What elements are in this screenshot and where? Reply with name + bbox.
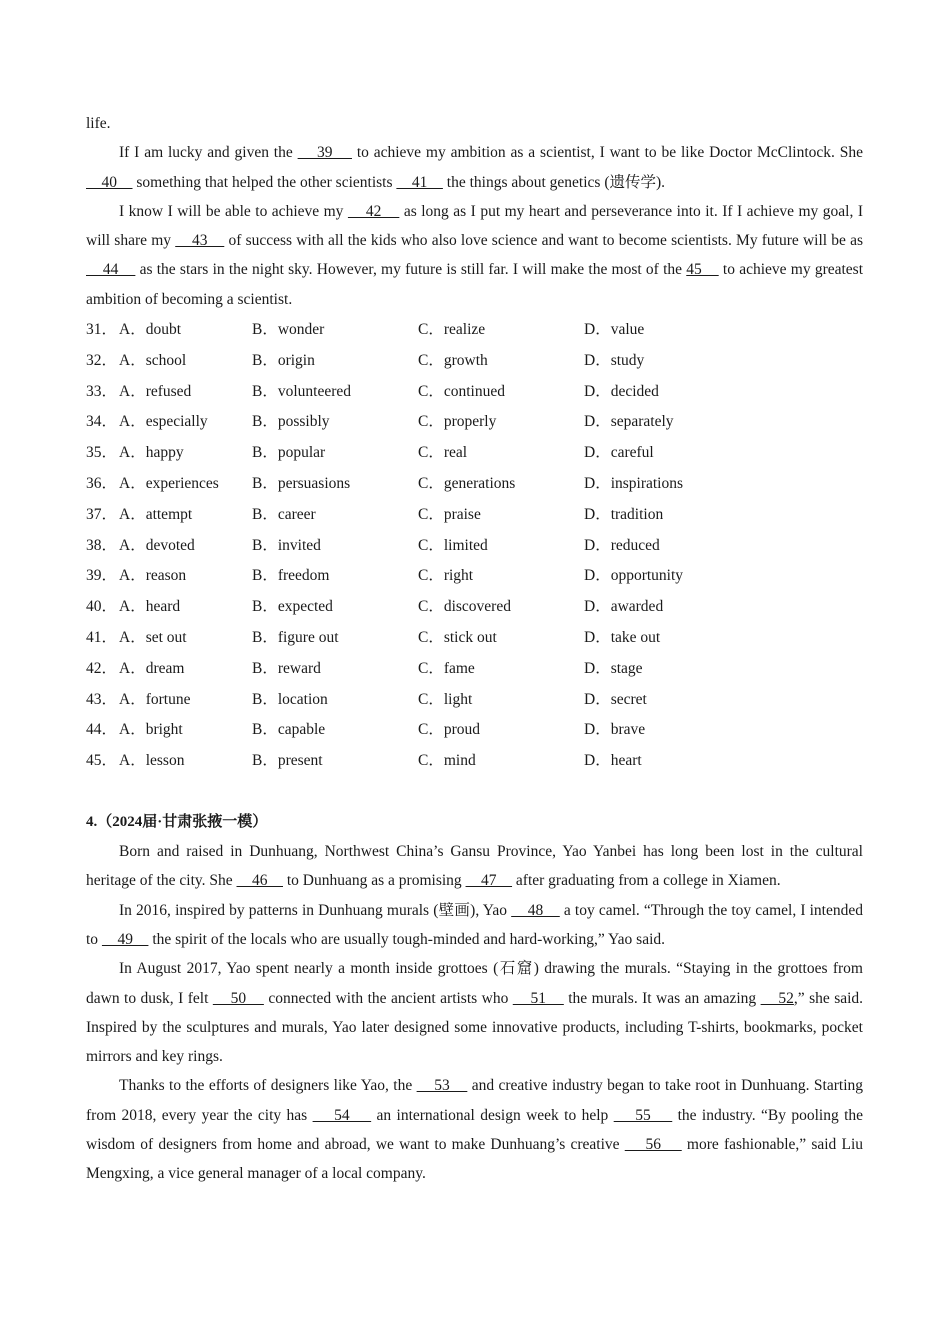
option-a: A．refused (119, 382, 192, 400)
text-run: If I am lucky and given the (119, 144, 298, 162)
question-row-33 (86, 377, 863, 408)
option-a: A．bright (119, 721, 183, 739)
blank-50: 50 (212, 989, 264, 1007)
option-b: B．expected (252, 598, 333, 616)
text-run: In 2016, inspired by patterns in Dunhuang murals (壁画), Yao (119, 901, 512, 919)
option-d: D．secret (584, 690, 647, 708)
text-run: and creative industry began to take root in Dunhuang. Starting from 2018, every year the city has (86, 1077, 864, 1124)
question-number: 33． (86, 382, 118, 400)
question-number: 36． (86, 475, 118, 493)
passage-paragraph (86, 954, 863, 1071)
blank-55: 55 (613, 1106, 673, 1124)
text-run: as long as I put my heart and perseverance into it. If I achieve my goal, I will share my (86, 202, 863, 250)
text-run: the murals. It was an amazing (563, 989, 761, 1007)
option-a: A．doubt (119, 321, 182, 339)
blank-46: 46 (236, 872, 283, 890)
option-a: A．fortune (119, 690, 191, 708)
text-run: an international design week to help (371, 1106, 614, 1124)
text-run: to Dunhuang as a promising (283, 872, 466, 890)
blank-51: 51 (512, 989, 564, 1007)
option-d: D．inspirations (584, 475, 684, 493)
blank-39: 39 (297, 144, 352, 162)
question-number: 42． (86, 659, 118, 677)
question-row-41 (86, 623, 863, 654)
question-number: 34． (86, 413, 118, 431)
question-number: 40． (86, 598, 118, 616)
passage-paragraph (86, 896, 863, 955)
option-a: A．attempt (119, 505, 193, 523)
option-a: A．set out (119, 629, 187, 647)
text-run: I know I will be able to achieve my (119, 202, 348, 220)
text-run: the things about genetics (遗传学). (442, 173, 666, 191)
question-row-37 (86, 500, 863, 531)
option-b: B．persuasions (252, 475, 351, 493)
option-d: D．study (584, 351, 645, 369)
question-row-32 (86, 346, 863, 377)
question-number: 41． (86, 629, 118, 647)
text-run: Thanks to the efforts of designers like Yao, the (119, 1077, 417, 1095)
option-d: D．value (584, 321, 645, 339)
option-c: C．limited (418, 536, 488, 554)
question-row-44 (86, 715, 863, 746)
option-b: B．wonder (252, 321, 325, 339)
option-b: B．capable (252, 721, 326, 739)
option-b: B．invited (252, 536, 321, 554)
section-heading: 4.（2024届·甘肃张掖一模） (86, 814, 268, 831)
option-c: C．fame (418, 659, 475, 677)
option-a: A．reason (119, 567, 187, 585)
blank-47: 47 (465, 872, 513, 890)
question-row-45 (86, 746, 863, 777)
question-row-34 (86, 407, 863, 438)
blank-42: 42 (347, 202, 400, 220)
question-row-35 (86, 438, 863, 469)
question-number: 32． (86, 351, 118, 369)
text-run: In August 2017, Yao spent nearly a month inside grottoes (石窟) drawing the murals. “Staying in the grottoes from dawn to dusk, I felt (86, 960, 863, 1007)
question-number: 45． (86, 752, 118, 770)
question-number: 38． (86, 536, 118, 554)
option-a: A．devoted (119, 536, 195, 554)
option-c: C．stick out (418, 629, 497, 647)
question-row-42 (86, 654, 863, 685)
option-d: D．awarded (584, 598, 664, 616)
blank-49: 49 (101, 930, 149, 948)
passage-tail-line: life. (86, 115, 111, 132)
option-d: D．reduced (584, 536, 660, 554)
option-d: D．careful (584, 444, 654, 462)
text-run: connected with the ancient artists who (263, 989, 513, 1007)
question-number: 37． (86, 505, 118, 523)
option-c: C．proud (418, 721, 481, 739)
option-b: B．career (252, 505, 316, 523)
option-b: B．origin (252, 351, 315, 369)
question-row-43 (86, 685, 863, 716)
option-c: C．discovered (418, 598, 511, 616)
option-c: C．praise (418, 505, 481, 523)
passage-paragraph (86, 197, 863, 314)
question-number: 43． (86, 690, 118, 708)
option-a: A．experiences (119, 475, 219, 493)
option-c: C．right (418, 567, 474, 585)
option-b: B．freedom (252, 567, 330, 585)
question-number: 44． (86, 721, 118, 739)
text-run: the spirit of the locals who are usually tough-minded and hard-working,” Yao said. (148, 930, 666, 948)
option-d: D．brave (584, 721, 646, 739)
question-number: 39． (86, 567, 118, 585)
option-b: B．reward (252, 659, 321, 677)
option-c: C．real (418, 444, 468, 462)
option-d: D．stage (584, 659, 643, 677)
option-c: C．continued (418, 382, 505, 400)
option-d: D．opportunity (584, 567, 684, 585)
option-a: A．especially (119, 413, 208, 431)
blank-45: 45 (686, 261, 719, 279)
option-b: B．volunteered (252, 382, 352, 400)
question-number: 35． (86, 444, 118, 462)
option-d: D．take out (584, 629, 661, 647)
text-run: Born and raised in Dunhuang, Northwest China’s Gansu Province, Yao Yanbei has long been lost in the cultural heritage of the city. She (86, 843, 863, 890)
text-run: after graduating from a college in Xiamen. (512, 872, 781, 890)
text-run: the industry. “By pooling the wisdom of designers from home and abroad, we want to make Dunhuang’s creative (86, 1106, 864, 1153)
blank-52: 52 (760, 989, 794, 1007)
option-d: D．decided (584, 382, 659, 400)
option-d: D．separately (584, 413, 674, 431)
option-b: B．figure out (252, 629, 339, 647)
answer-options (86, 315, 863, 777)
option-b: B．present (252, 752, 323, 770)
text-run: something that helped the other scientists (132, 173, 397, 191)
blank-44: 44 (86, 261, 136, 279)
text-run: to achieve my ambition as a scientist, I want to be like Doctor McClintock. She (351, 144, 864, 162)
option-a: A．dream (119, 659, 185, 677)
option-b: B．popular (252, 444, 326, 462)
blank-54: 54 (312, 1106, 372, 1124)
option-b: B．possibly (252, 413, 330, 431)
passage-paragraph (86, 1071, 863, 1188)
text-run: to achieve my greatest ambition of becoming a scientist. (86, 261, 864, 308)
blank-40: 40 (86, 173, 133, 191)
option-c: C．light (418, 690, 473, 708)
option-a: A．school (119, 351, 187, 369)
option-a: A．happy (119, 444, 184, 462)
question-number: 31． (86, 321, 118, 339)
option-d: D．tradition (584, 505, 664, 523)
option-a: A．lesson (119, 752, 185, 770)
passage-paragraph (86, 837, 863, 896)
option-b: B．location (252, 690, 328, 708)
text-run: a toy camel. “Through the toy camel, I intended to (86, 901, 863, 948)
text-run: of success with all the kids who also love science and want to become scientists. My future will be as (224, 232, 864, 250)
option-c: C．realize (418, 321, 486, 339)
passage-paragraph (86, 138, 863, 197)
question-row-40 (86, 592, 863, 623)
option-d: D．heart (584, 752, 642, 770)
question-row-38 (86, 531, 863, 562)
option-c: C．mind (418, 752, 476, 770)
option-c: C．generations (418, 475, 516, 493)
option-c: C．growth (418, 351, 488, 369)
blank-56: 56 (624, 1136, 682, 1153)
question-row-31 (86, 315, 863, 346)
question-row-36 (86, 469, 863, 500)
text-run: more fashionable,” said Liu Mengxing, a vice general manager of a local company. (86, 1136, 864, 1183)
blank-43: 43 (175, 232, 225, 250)
option-a: A．heard (119, 598, 181, 616)
blank-48: 48 (511, 901, 560, 919)
text-run: as the stars in the night sky. However, my future is still far. I will make the most of the (135, 261, 687, 279)
question-row-39 (86, 561, 863, 592)
text-run: ,” she said. Inspired by the sculptures and murals, Yao later designed some innovative products, including T-shirts, bookmarks, pocket mirrors and key rings. (86, 989, 864, 1066)
option-c: C．properly (418, 413, 497, 431)
blank-53: 53 (416, 1077, 468, 1095)
blank-41: 41 (396, 173, 443, 191)
document-page (86, 109, 863, 1189)
